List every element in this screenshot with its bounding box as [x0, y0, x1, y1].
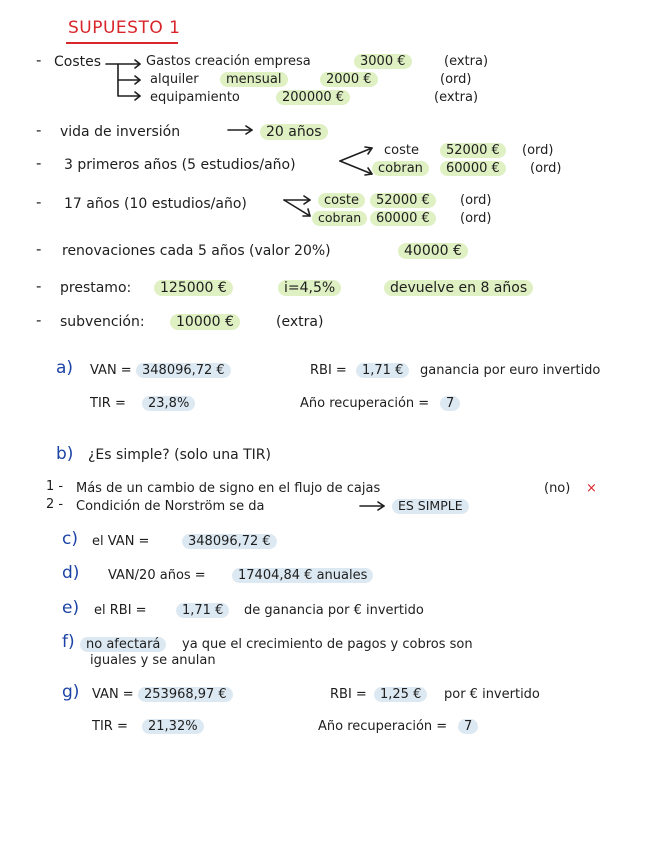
branch-arrows-icon: [104, 58, 148, 104]
question-b: ¿Es simple? (solo una TIR): [88, 447, 271, 463]
answer-f-value: no afectará: [80, 637, 166, 652]
cobran-tag: (ord): [530, 161, 562, 176]
page-title: SUPUESTO 1: [68, 18, 181, 38]
bullet: -: [36, 193, 42, 211]
answer-c-text: el VAN =: [92, 534, 150, 549]
answer-e-text: el RBI =: [94, 603, 147, 618]
answer-e-note: de ganancia por € invertido: [244, 603, 424, 618]
cost-item-value: 3000 €: [354, 54, 412, 69]
arrow-right-icon: [358, 500, 388, 512]
first-years-label: 3 primeros años (5 estudios/año): [64, 157, 296, 173]
answer-letter: f): [62, 632, 75, 652]
rbi-value: 1,25 €: [374, 687, 427, 702]
answer-f-text: ya que el crecimiento de pagos y cobros son: [182, 637, 473, 652]
rbi-value: 1,71 €: [356, 363, 409, 378]
line1-answer: (no): [544, 481, 571, 496]
coste-label: coste: [318, 193, 365, 208]
cost-item-value: 200000 €: [276, 90, 350, 105]
prestamo-label: prestamo:: [60, 280, 132, 296]
answer-letter: e): [62, 598, 80, 618]
cost-item-name: alquiler: [150, 72, 199, 87]
tir-label: TIR =: [90, 396, 126, 411]
cobran-value: 60000 €: [440, 161, 506, 176]
cost-item-value: 2000 €: [320, 72, 378, 87]
answer-letter: g): [62, 682, 80, 702]
line-number: 2 -: [46, 497, 64, 512]
answer-f-text2: iguales y se anulan: [90, 653, 216, 668]
bullet: -: [36, 121, 42, 139]
rbi-note: por € invertido: [444, 687, 540, 702]
van-value: 348096,72 €: [136, 363, 231, 378]
line1-text: Más de un cambio de signo en el flujo de cajas: [76, 481, 381, 496]
rbi-label: RBI =: [310, 363, 347, 378]
cobran-label: cobran: [312, 211, 367, 226]
arrow-right-icon: [226, 124, 256, 136]
cobran-label: cobran: [372, 161, 429, 176]
answer-d-value: 17404,84 € anuales: [232, 568, 373, 583]
title-underline: [66, 42, 178, 44]
branch-arrows-icon: [282, 196, 316, 222]
costes-label: Costes: [54, 54, 102, 70]
recuperacion-value: 7: [440, 396, 460, 411]
answer-c-value: 348096,72 €: [182, 534, 277, 549]
van-label: VAN =: [90, 363, 132, 378]
x-mark-icon: ×: [586, 481, 597, 496]
bullet: -: [36, 311, 42, 329]
devuelve-value: devuelve en 8 años: [384, 280, 533, 296]
cost-item-highlight: mensual: [220, 72, 288, 87]
cobran-value: 60000 €: [370, 211, 436, 226]
answer-letter: b): [56, 444, 74, 464]
bullet: -: [36, 51, 42, 69]
coste-tag: (ord): [460, 193, 492, 208]
rbi-note: ganancia por euro invertido: [420, 363, 601, 378]
cost-item-name: equipamiento: [150, 90, 240, 105]
answer-d-text: VAN/20 años =: [108, 568, 206, 583]
answer-letter: c): [62, 529, 78, 549]
answer-e-value: 1,71 €: [176, 603, 229, 618]
cost-item-tag: (ord): [440, 72, 472, 87]
cost-item-tag: (extra): [434, 90, 479, 105]
rbi-label: RBI =: [330, 687, 367, 702]
recuperacion-label: Año recuperación =: [300, 396, 430, 411]
bullet: -: [36, 240, 42, 258]
bullet: -: [36, 154, 42, 172]
recuperacion-value: 7: [458, 719, 478, 734]
tir-value: 23,8%: [142, 396, 195, 411]
subvencion-label: subvención:: [60, 314, 145, 330]
coste-value: 52000 €: [370, 193, 436, 208]
bullet: -: [36, 277, 42, 295]
recuperacion-label: Año recuperación =: [318, 719, 448, 734]
next-years-label: 17 años (10 estudios/año): [64, 196, 247, 212]
van-value: 253968,97 €: [138, 687, 233, 702]
vida-value: 20 años: [260, 124, 328, 140]
simple-value: ES SIMPLE: [392, 499, 469, 514]
subvencion-value: 10000 €: [170, 314, 240, 330]
subvencion-tag: (extra): [276, 314, 324, 330]
coste-tag: (ord): [522, 143, 554, 158]
tir-label: TIR =: [92, 719, 128, 734]
coste-value: 52000 €: [440, 143, 506, 158]
cobran-tag: (ord): [460, 211, 492, 226]
tir-value: 21,32%: [142, 719, 204, 734]
vida-label: vida de inversión: [60, 124, 181, 140]
interes-value: i=4,5%: [278, 280, 341, 296]
answer-letter: a): [56, 358, 74, 378]
line-number: 1 -: [46, 479, 64, 494]
line2-text: Condición de Norström se da: [76, 499, 265, 514]
renovaciones-value: 40000 €: [398, 243, 468, 259]
prestamo-value: 125000 €: [154, 280, 233, 296]
answer-letter: d): [62, 563, 80, 583]
cost-item-tag: (extra): [444, 54, 489, 69]
coste-label: coste: [384, 143, 419, 158]
cost-item-name: Gastos creación empresa: [146, 54, 311, 69]
van-label: VAN =: [92, 687, 134, 702]
renovaciones-label: renovaciones cada 5 años (valor 20%): [62, 243, 331, 259]
